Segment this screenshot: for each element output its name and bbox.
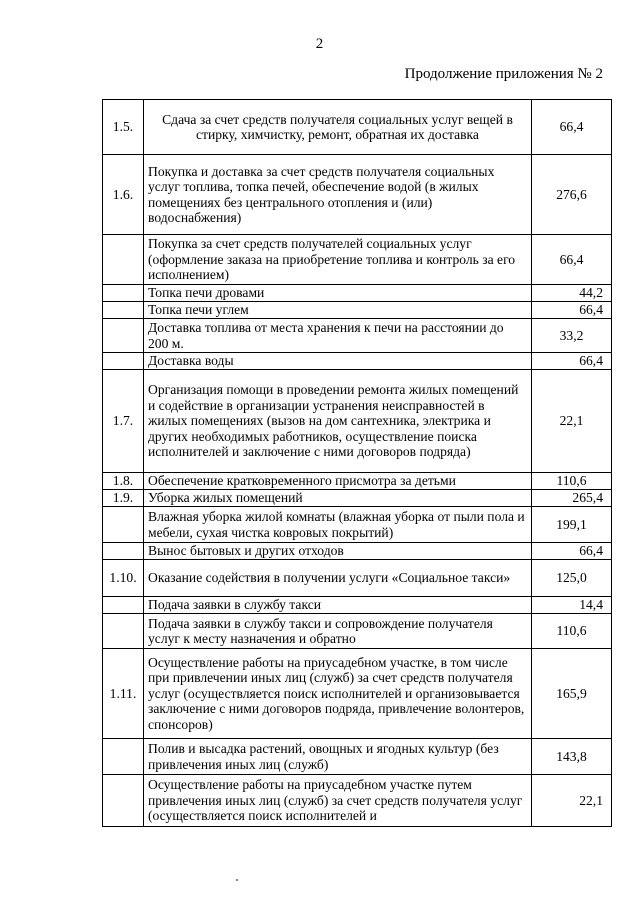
row-number: 1.10. xyxy=(103,560,144,597)
service-price: 22,1 xyxy=(532,370,612,473)
table-row xyxy=(103,473,612,490)
row-number: 1.6. xyxy=(103,155,144,235)
row-number xyxy=(103,319,144,353)
row-number xyxy=(103,739,144,775)
service-description: Покупка за счет средств получателей социальных услуг (оформление заказа на приобретение топлива и контроль за его исполнением) xyxy=(144,235,532,285)
service-price: 33,2 xyxy=(532,319,612,353)
service-description: Покупка и доставка за счет средств получателя социальных услуг топлива, топка печей, обеспечение водой (в жилых помещениях без центрального отопления и (или) водоснабжения) xyxy=(144,155,532,235)
row-number: 1.8. xyxy=(103,473,144,490)
service-description: Подача заявки в службу такси и сопровождение получателя услуг к месту назначения и обратно xyxy=(144,614,532,649)
service-description: Уборка жилых помещений xyxy=(144,490,532,507)
service-price: 66,4 xyxy=(532,235,612,285)
service-price: 14,4 xyxy=(532,597,612,614)
row-number: 1.5. xyxy=(103,100,144,155)
service-price: 199,1 xyxy=(532,507,612,543)
appendix-continuation-label: Продолжение приложения № 2 xyxy=(404,66,603,82)
table-row xyxy=(103,507,612,543)
table-row xyxy=(103,319,612,353)
table-row xyxy=(103,543,612,560)
service-price: 66,4 xyxy=(532,302,612,319)
service-description: Полив и высадка растений, овощных и ягодных культур (без привлечения иных лиц (служб) xyxy=(144,739,532,775)
row-number xyxy=(103,353,144,370)
row-number: 1.7. xyxy=(103,370,144,473)
table-row xyxy=(103,490,612,507)
service-description: Доставка воды xyxy=(144,353,532,370)
service-price: 265,4 xyxy=(532,490,612,507)
table-row xyxy=(103,235,612,285)
service-price: 44,2 xyxy=(532,285,612,302)
row-number: 1.9. xyxy=(103,490,144,507)
table-row xyxy=(103,155,612,235)
service-description: Подача заявки в службу такси xyxy=(144,597,532,614)
service-description: Сдача за счет средств получателя социальных услуг вещей в стирку, химчистку, ремонт, обратная их доставка xyxy=(144,100,532,155)
service-price: 143,8 xyxy=(532,739,612,775)
table-row xyxy=(103,100,612,155)
service-price: 165,9 xyxy=(532,649,612,739)
table-row xyxy=(103,370,612,473)
service-description: Осуществление работы на приусадебном участке, в том числе при привлечении иных лиц (служб) за счет средств получателя услуг (осуществляется поиск исполнителей и организовывается заключение с ними договоров подряда, привлечение волонтеров, спонсоров) xyxy=(144,649,532,739)
table-row xyxy=(103,302,612,319)
service-price: 66,4 xyxy=(532,100,612,155)
row-number xyxy=(103,543,144,560)
service-description: Осуществление работы на приусадебном участке путем привлечения иных лиц (служб) за счет средств получателя услуг (осуществляется поиск исполнителей и xyxy=(144,775,532,827)
table-row xyxy=(103,353,612,370)
service-price: 22,1 xyxy=(532,775,612,827)
table-row xyxy=(103,649,612,739)
service-price: 125,0 xyxy=(532,560,612,597)
service-price: 110,6 xyxy=(532,473,612,490)
service-price: 66,4 xyxy=(532,543,612,560)
service-price: 276,6 xyxy=(532,155,612,235)
table-row xyxy=(103,775,612,827)
service-description: Влажная уборка жилой комнаты (влажная уборка от пыли пола и мебели, сухая чистка ковровых покрытий) xyxy=(144,507,532,543)
row-number xyxy=(103,285,144,302)
service-description: Доставка топлива от места хранения к печи на расстоянии до 200 м. xyxy=(144,319,532,353)
row-number xyxy=(103,614,144,649)
service-price: 110,6 xyxy=(532,614,612,649)
table-row xyxy=(103,739,612,775)
service-description: Обеспечение кратковременного присмотра за детьми xyxy=(144,473,532,490)
table-row xyxy=(103,560,612,597)
scan-speck xyxy=(236,879,238,881)
service-price: 66,4 xyxy=(532,353,612,370)
table-row xyxy=(103,614,612,649)
service-description: Вынос бытовых и других отходов xyxy=(144,543,532,560)
row-number xyxy=(103,302,144,319)
service-description: Оказание содействия в получении услуги «Социальное такси» xyxy=(144,560,532,597)
page-number: 2 xyxy=(315,36,324,52)
row-number: 1.11. xyxy=(103,649,144,739)
services-price-table xyxy=(102,99,612,827)
row-number xyxy=(103,775,144,827)
row-number xyxy=(103,235,144,285)
row-number xyxy=(103,507,144,543)
service-description: Топка печи дровами xyxy=(144,285,532,302)
service-description: Организация помощи в проведении ремонта жилых помещений и содействие в организации устранения неисправностей в жилых помещениях (вызов на дом сантехника, электрика и других необходимых работников, осуществление поиска исполнителей и заключение с ними договоров подряда) xyxy=(144,370,532,473)
table-row xyxy=(103,285,612,302)
table-row xyxy=(103,597,612,614)
row-number xyxy=(103,597,144,614)
service-description: Топка печи углем xyxy=(144,302,532,319)
